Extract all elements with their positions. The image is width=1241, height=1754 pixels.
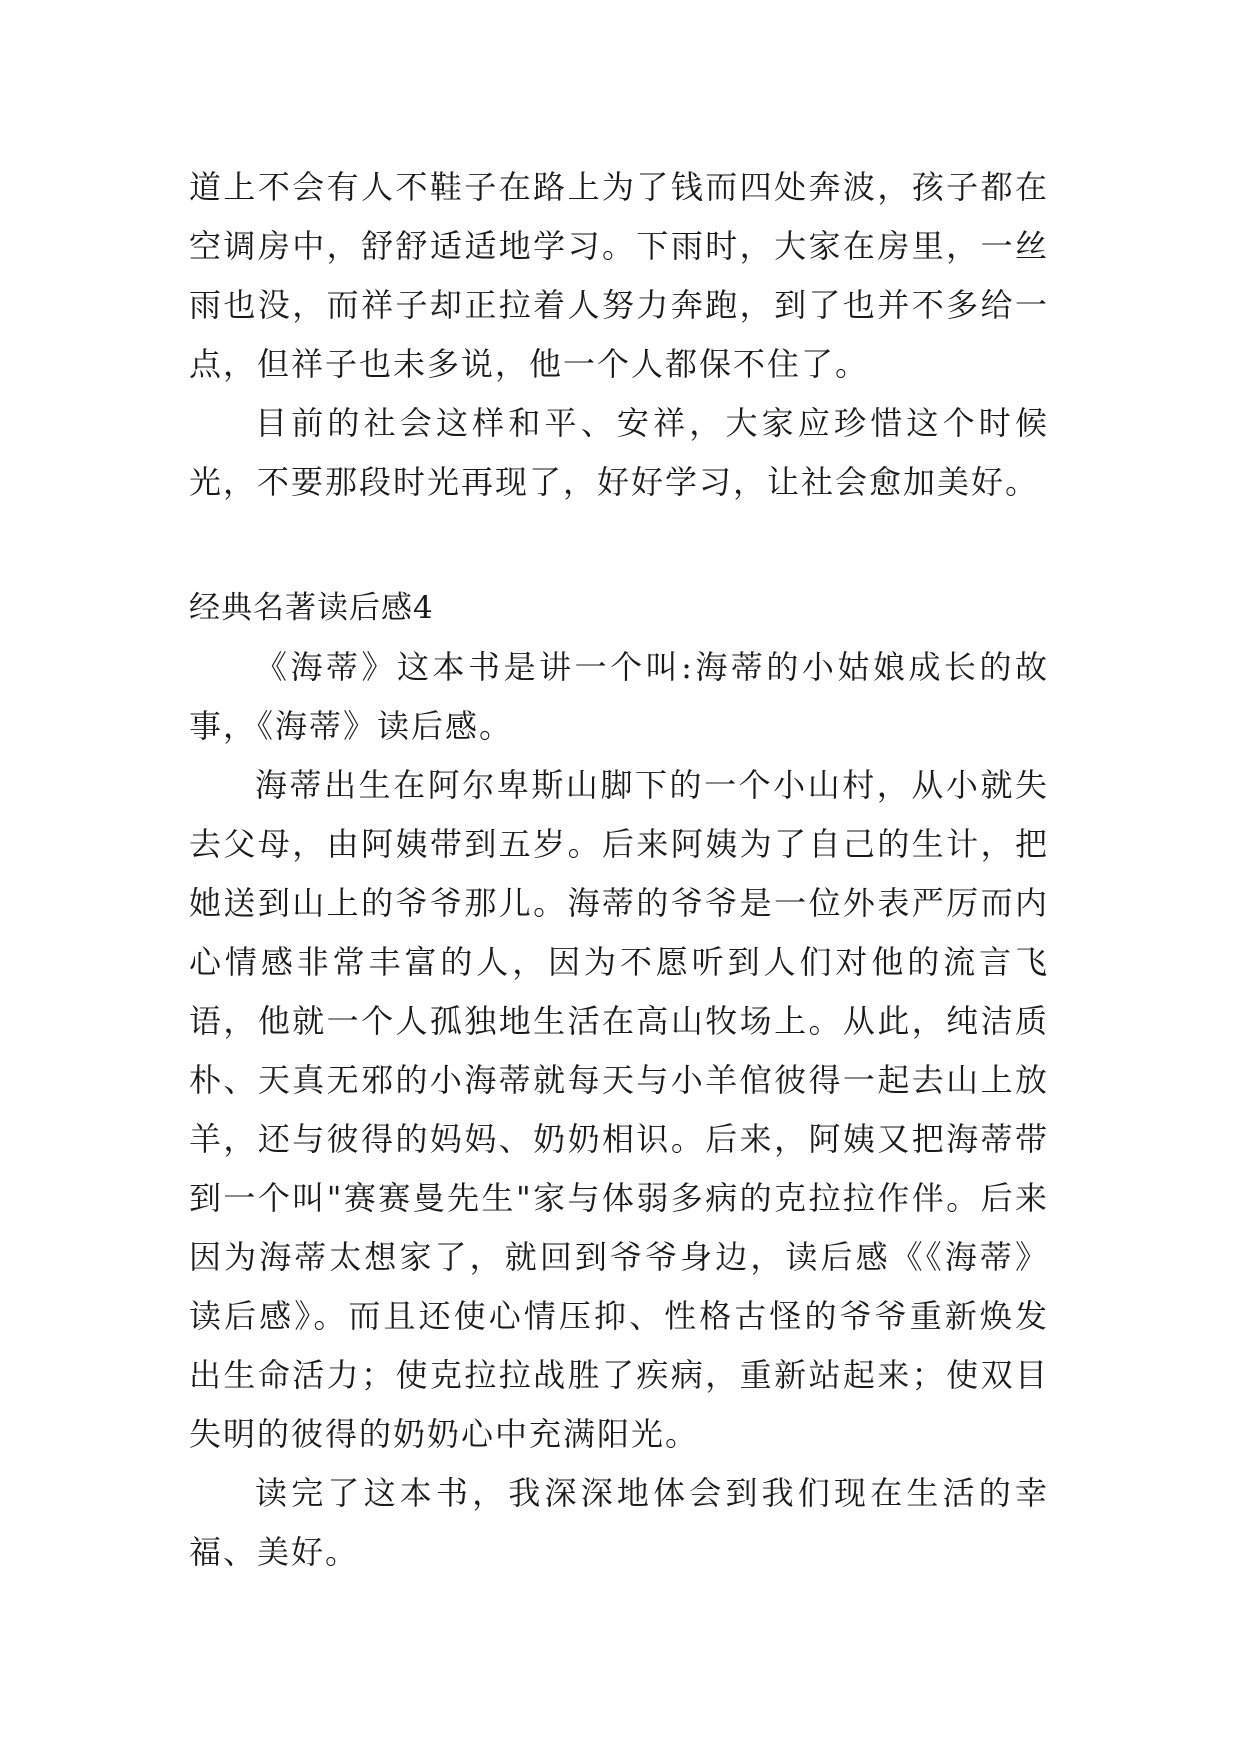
paragraph-conclusion: 目前的社会这样和平、安祥，大家应珍惜这个时候光，不要那段时光再现了，好好学习，让社会愈加美好。	[189, 404, 1049, 501]
paragraph-reflection: 读完了这本书，我深深地体会到我们现在生活的幸福、美好。	[189, 1474, 1049, 1571]
paragraph-intro: 《海蒂》这本书是讲一个叫:海蒂的小姑娘成长的故事，《海蒂》读后感。	[189, 648, 1049, 745]
document-body	[189, 158, 1049, 1582]
section-heading: 经典名著读后感4	[189, 590, 434, 626]
paragraph-continued: 道上不会有人不鞋子在路上为了钱而四处奔波，孩子都在空调房中，舒舒适适地学习。下雨时，大家在房里，一丝雨也没，而祥子却正拉着人努力奔跑，到了也并不多给一点，但祥子也未多说，他一个人都保不住了。	[189, 168, 1049, 383]
paragraph-story: 海蒂出生在阿尔卑斯山脚下的一个小山村，从小就失去父母，由阿姨带到五岁。后来阿姨为了自己的生计，把她送到山上的爷爷那儿。海蒂的爷爷是一位外表严厉而内心情感非常丰富的人，因为不愿听到人们对他的流言飞语，他就一个人孤独地生活在高山牧场上。从此，纯洁质朴、天真无邪的小海蒂就每天与小羊倌彼得一起去山上放羊，还与彼得的妈妈、奶奶相识。后来，阿姨又把海蒂带到一个叫"赛赛曼先生"家与体弱多病的克拉拉作伴。后来因为海蒂太想家了，就回到爷爷身边，读后感《《海蒂》读后感》。而且还使心情压抑、性格古怪的爷爷重新焕发出生命活力；使克拉拉战胜了疾病，重新站起来；使双目失明的彼得的奶奶心中充满阳光。	[189, 766, 1049, 1453]
